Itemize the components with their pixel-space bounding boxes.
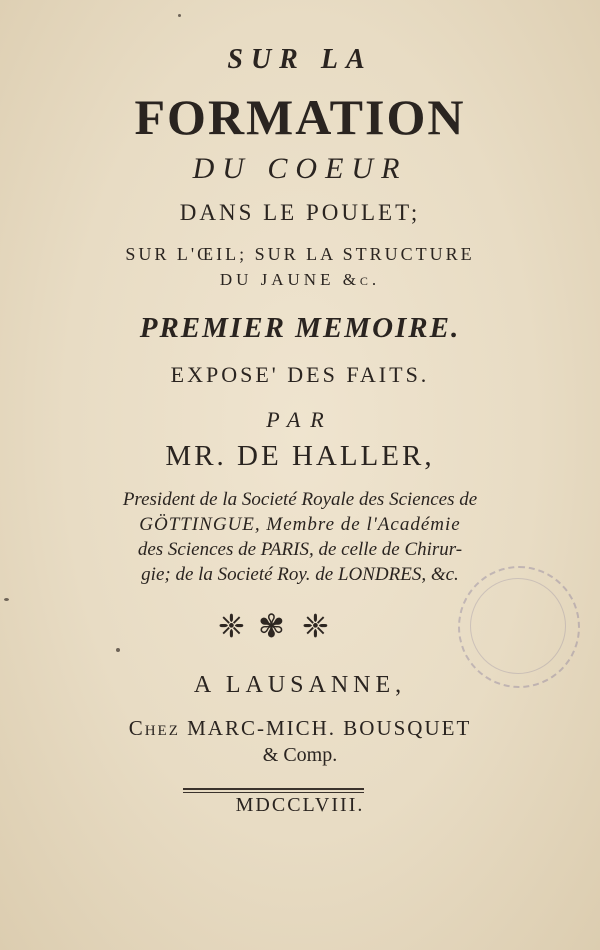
imprint-place: A LAUSANNE, [193, 672, 407, 698]
author-description-line-1: President de la Societé Royale des Sciences de [122, 489, 478, 510]
imprint-rule-thick [183, 788, 364, 790]
imprint-publisher: Chez MARC-MICH. BOUSQUET [128, 716, 472, 740]
imprint-year: MDCCLVIII. [235, 794, 365, 816]
ornament-fleuron-left: ❈ [218, 608, 245, 644]
memoire-heading: PREMIER MEMOIRE. [139, 312, 461, 344]
author-description-line-2: GÖTTINGUE, Membre de l'Académie [139, 514, 461, 535]
title-line-dans-le-poulet: DANS LE POULET; [179, 200, 421, 225]
memoire-subheading: EXPOSE' DES FAITS. [170, 362, 430, 387]
author-description-line-4: gie; de la Societé Roy. de LONDRES, &c. [141, 564, 459, 585]
library-stamp [458, 566, 580, 688]
title-line-sur-loeil: SUR L'ŒIL; SUR LA STRUCTURE [125, 244, 475, 264]
title-line-sur-la: SUR LA [227, 44, 373, 75]
paper-speck [116, 648, 120, 652]
imprint-company: & Comp. [262, 744, 338, 766]
title-line-du-jaune: DU JAUNE &c. [219, 270, 381, 289]
ornament-fleuron-right: ❈ [302, 608, 329, 644]
paper-speck [4, 598, 9, 601]
author-par: PAR [266, 407, 334, 432]
author-name: MR. DE HALLER, [165, 440, 435, 472]
author-description-line-3: des Sciences de PARIS, de celle de Chirur- [137, 539, 463, 560]
ornament-fleuron-middle: ✾ [258, 608, 285, 644]
paper-speck [178, 14, 181, 17]
title-line-du-coeur: DU COEUR [192, 152, 408, 185]
library-stamp-inner-ring [470, 578, 566, 674]
imprint-rule-thin [183, 792, 364, 793]
title-line-formation: FORMATION [134, 89, 466, 145]
